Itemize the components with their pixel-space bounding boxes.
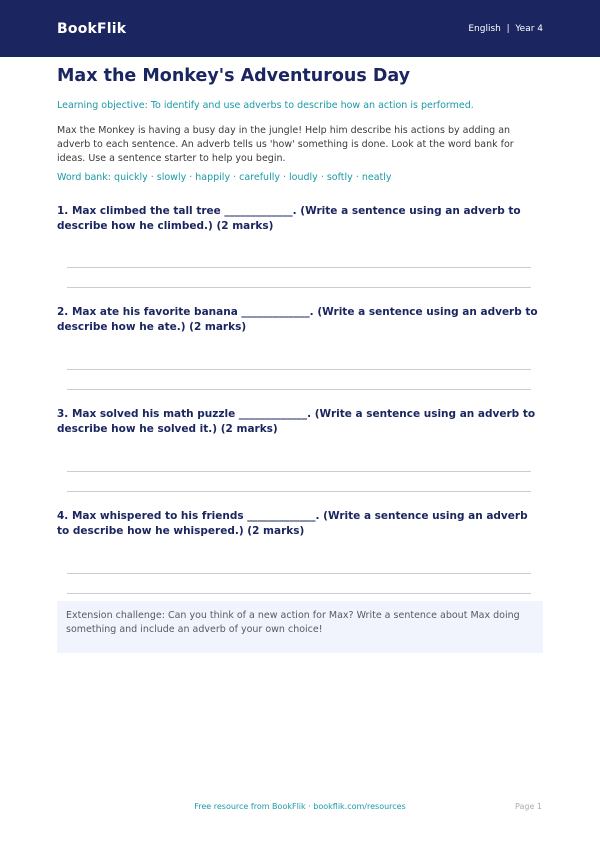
footer-source: Free resource from BookFlik · bookflik.com/resources [194, 802, 406, 811]
learning-objective: Learning objective: To identify and use adverbs to describe how an action is performed. [57, 100, 474, 111]
extension-challenge: Extension challenge: Can you think of a new action for Max? Write a sentence about Max doing something and include an adverb of your own choice! [57, 601, 543, 653]
answer-line[interactable] [67, 389, 531, 390]
question-4: 4. Max whispered to his friends _____________. (Write a sentence using an adverb to describe how he whispered.) (2 marks) [57, 510, 528, 537]
page-number: Page 1 [515, 802, 542, 811]
answer-line[interactable] [67, 287, 531, 288]
worksheet-title: Max the Monkey's Adventurous Day [57, 66, 411, 86]
header-bar [0, 0, 600, 57]
answer-line[interactable] [67, 267, 531, 268]
answer-line[interactable] [67, 471, 531, 472]
answer-line[interactable] [67, 491, 531, 492]
answer-line[interactable] [67, 593, 531, 594]
brand-logo: BookFlik [57, 20, 127, 37]
intro-paragraph: Max the Monkey is having a busy day in the jungle! Help him describe his actions by adding an adverb to each sentence. An adverb tells us 'how' something is done. Look at the word bank for ideas. Use a sentence starter to help you begin. [57, 125, 514, 164]
question-1: 1. Max climbed the tall tree _____________. (Write a sentence using an adverb to describe how he climbed.) (2 marks) [57, 205, 521, 232]
subject-year-label: English | Year 4 [468, 23, 543, 34]
answer-line[interactable] [67, 369, 531, 370]
word-bank: Word bank: quickly · slowly · happily · carefully · loudly · softly · neatly [57, 172, 392, 183]
question-3: 3. Max solved his math puzzle _____________. (Write a sentence using an adverb to describe how he solved it.) (2 marks) [57, 408, 536, 435]
question-2: 2. Max ate his favorite banana _____________. (Write a sentence using an adverb to describe how he ate.) (2 marks) [57, 306, 538, 333]
answer-line[interactable] [67, 573, 531, 574]
